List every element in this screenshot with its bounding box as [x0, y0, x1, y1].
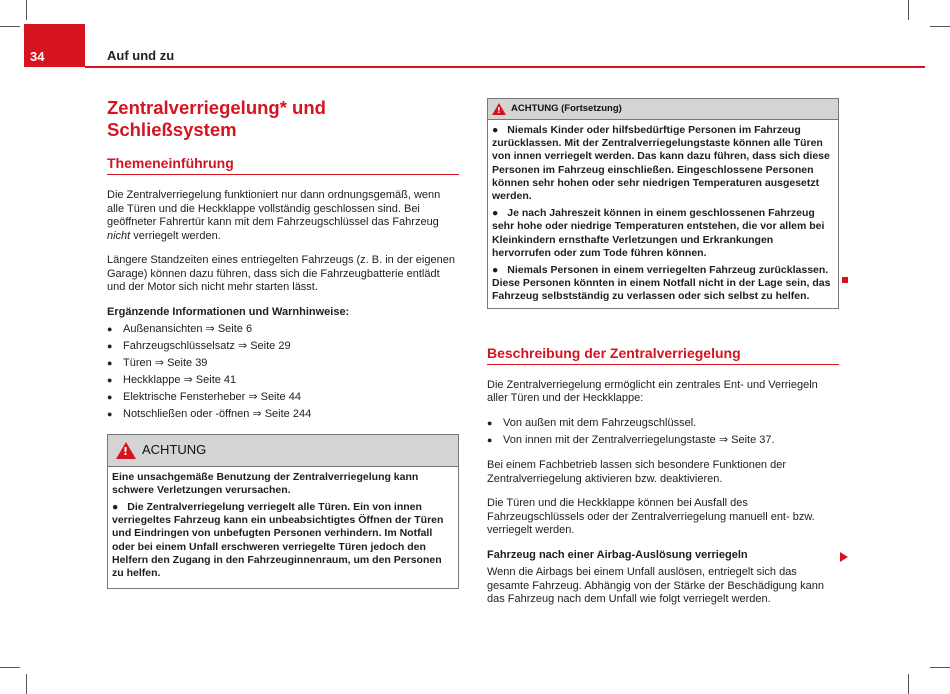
intro-paragraph: Die Zentralverriegelung funktioniert nur dann ordnungsgemäß, wenn alle Türen und die Heckklappe vollständig geschlossen sind. Bei geöffneter Fahrertür kann mit dem Fahrzeugschlüssel das Fahrzeug nicht verriegelt werden.	[107, 189, 441, 242]
crop-mark	[908, 0, 909, 20]
warning-bullet: ● Je nach Jahreszeit können in einem geschlossenen Fahrzeug sehr hohe oder niedrige Temperaturen entstehen, die vor allem bei Kleinkindern ernsthafte Verletzungen und Erkrankungen hervorrufen oder zum Tode führen können.	[492, 207, 825, 259]
list-item[interactable]: ● Notschließen oder -öffnen ⇒ Seite 244	[107, 408, 459, 422]
bullet-icon: ●	[492, 124, 499, 136]
warning-continued-body	[488, 120, 838, 308]
list-item[interactable]: ● Heckklappe ⇒ Seite 41	[107, 374, 459, 388]
warning-triangle-icon	[116, 442, 136, 459]
crop-mark	[26, 0, 27, 20]
warning-box	[107, 434, 459, 590]
crop-mark	[930, 667, 950, 668]
continue-arrow-icon	[840, 552, 848, 562]
crop-mark	[0, 667, 20, 668]
crop-mark	[930, 26, 950, 27]
crop-mark	[908, 674, 909, 694]
warning-triangle-icon	[492, 103, 506, 115]
section-end-icon	[842, 277, 848, 283]
warning-continued-header	[488, 99, 838, 120]
header-rule	[85, 66, 925, 68]
list-item[interactable]: ● Von innen mit der Zentralverriegelungstaste ⇒ Seite 37.	[487, 434, 839, 448]
info-heading: Ergänzende Informationen und Warnhinweise:	[107, 305, 350, 318]
fachbetrieb-paragraph: Bei einem Fachbetrieb lassen sich besondere Funktionen der Zentralverriegelung aktivieren bzw. deaktivieren.	[487, 459, 787, 485]
manual-lock-paragraph: Die Türen und die Heckklappe können bei Ausfall des Fahrzeugschlüssels oder der Zentralverriegelung manuell ent- bzw. verriegelt werden.	[487, 497, 815, 537]
warning-bullet: ● Die Zentralverriegelung verriegelt alle Türen. Ein von innen verriegeltes Fahrzeug kann ein unbeabsichtigtes Öffnen der Türen und Eindringen von unbefugten Personen verhindern. Im Notfall oder bei einem Unfall erschweren verriegelte Türen jedoch den Helfern den Zugang in den Fahrzeuginnenraum, um den Personen zu helfen.	[112, 500, 444, 579]
bullet-icon: ●	[492, 264, 499, 277]
section-title-intro: Themeneinführung	[107, 155, 459, 175]
lock-methods-list	[487, 417, 839, 448]
reference-list	[107, 323, 459, 422]
list-item[interactable]: ● Elektrische Fensterheber ⇒ Seite 44	[107, 391, 459, 405]
warning-bullet: ● Niemals Personen in einem verriegelten Fahrzeug zurücklassen. Diese Personen könnten in einem Notfall nicht in der Lage sein, das Fahrzeug selbstständig zu verlassen oder sich selbst zu helfen.	[492, 264, 831, 303]
warning-header	[108, 435, 458, 467]
section-title-description: Beschreibung der Zentralverriegelung	[487, 345, 839, 365]
airbag-subheading: Fahrzeug nach einer Airbag-Auslösung verriegeln	[487, 548, 748, 561]
page-number: 34	[30, 49, 45, 64]
chapter-title: Auf und zu	[107, 48, 175, 63]
warning-continued-title: ACHTUNG (Fortsetzung)	[511, 103, 622, 115]
list-item: ● Von außen mit dem Fahrzeugschlüssel.	[487, 417, 839, 431]
list-item[interactable]: ● Türen ⇒ Seite 39	[107, 357, 459, 371]
right-column	[487, 98, 839, 618]
left-column	[107, 97, 459, 589]
warning-body	[108, 467, 458, 589]
warning-title: ACHTUNG	[142, 442, 207, 458]
warning-continued-box	[487, 98, 839, 309]
warning-bullet: ● Niemals Kinder oder hilfsbedürftige Personen im Fahrzeug zurücklassen. Mit der Zentralverriegelungstaste können alle Türen von innen verriegelt werden. Das kann dazu führen, dass sich diese Personen im Fahrzeug einschließen. Eingeschlossene Personen können sehr hohen oder sehr niedrigen Temperaturen ausgesetzt werden.	[492, 124, 830, 203]
warning-intro: Eine unsachgemäße Benutzung der Zentralverriegelung kann schwere Verletzungen verursachen.	[112, 470, 419, 496]
crop-mark	[26, 674, 27, 694]
airbag-paragraph: Wenn die Airbags bei einem Unfall auslösen, entriegelt sich das gesamte Fahrzeug. Abhängig von der Stärke der Beschädigung kann das Fahrzeug nach dem Unfall wie folgt verriegelt werden.	[487, 566, 824, 606]
standzeit-paragraph: Längere Standzeiten eines entriegelten Fahrzeugs (z. B. in der eigenen Garage) können dazu führen, dass sich die Fahrzeugbatterie entlädt und der Motor sich nicht mehr starten lässt.	[107, 254, 455, 293]
list-item[interactable]: ● Fahrzeugschlüsselsatz ⇒ Seite 29	[107, 340, 459, 354]
crop-mark	[0, 26, 20, 27]
list-item[interactable]: ● Außenansichten ⇒ Seite 6	[107, 323, 459, 337]
bullet-icon: ●	[112, 500, 119, 513]
page-title: Zentralverriegelung* und Schließsystem	[107, 97, 326, 140]
bullet-icon: ●	[492, 207, 499, 220]
description-paragraph: Die Zentralverriegelung ermöglicht ein zentrales Ent- und Verriegeln aller Türen und der Heckklappe:	[487, 378, 818, 405]
